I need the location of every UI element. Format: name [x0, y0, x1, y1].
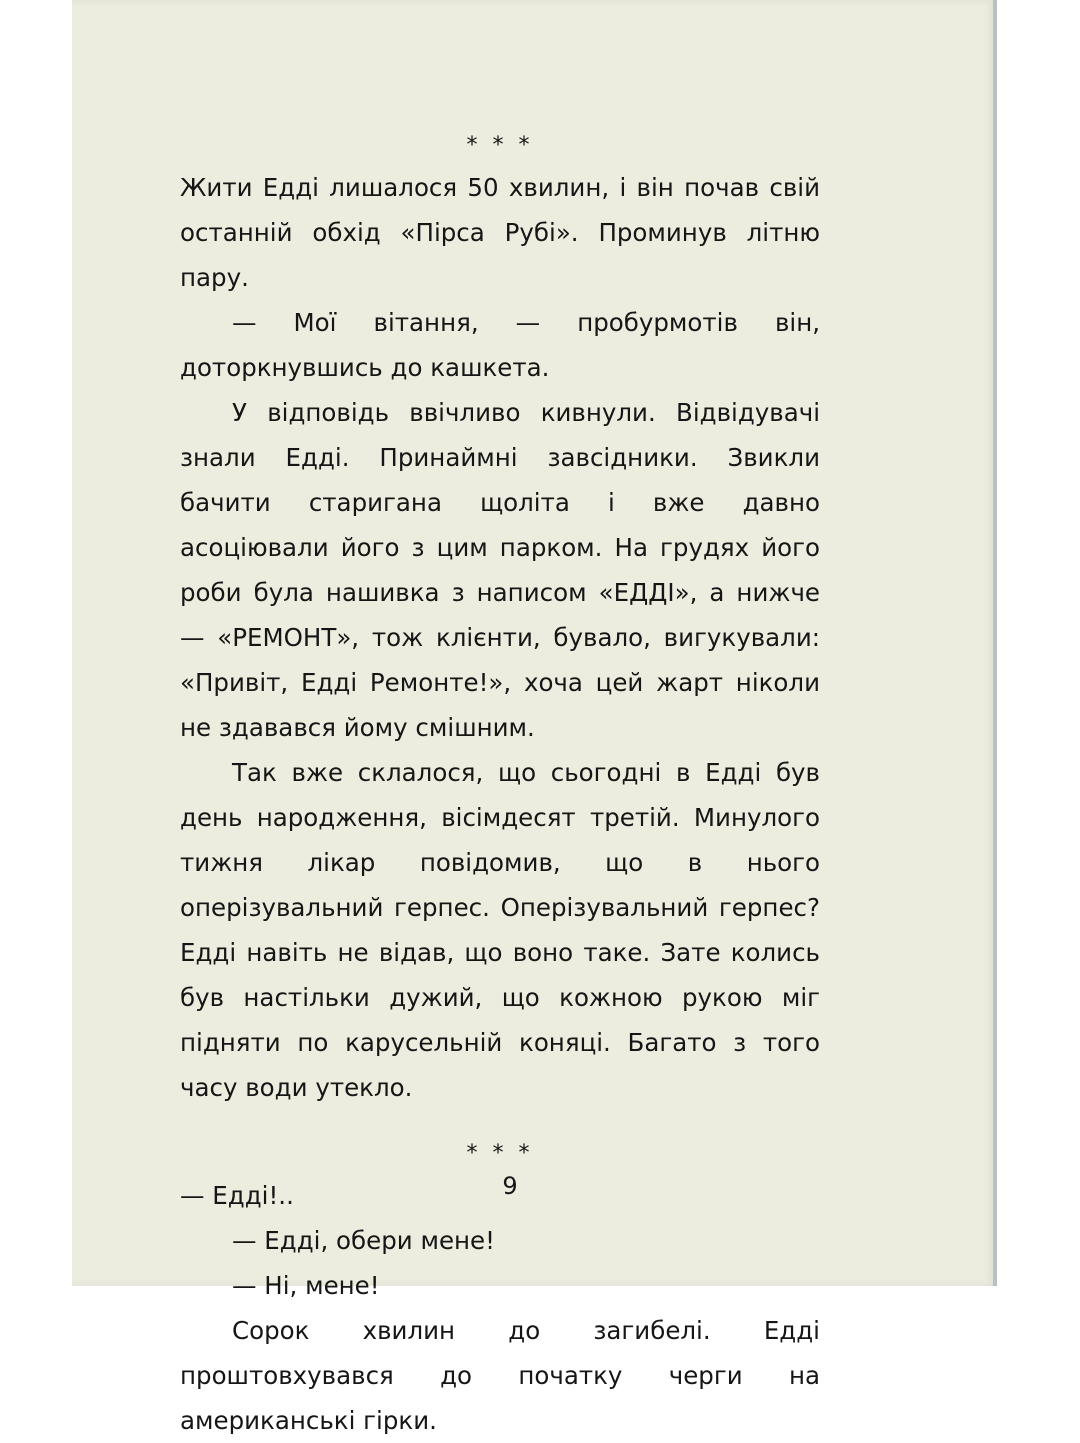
- paragraph-8: Сорок хвилин до загибелі. Едді проштовхувався до початку черги на американські гірки.: [180, 1316, 820, 1435]
- paragraph-1: Жити Едді лишалося 50 хвилин, і він почав свій останній обхід «Пірса Рубі». Проминув літню пару.: [180, 173, 820, 292]
- paragraph-5: — Едді!..: [180, 1181, 294, 1210]
- page-number: 9: [502, 1172, 518, 1200]
- paragraph-2: — Мої вітання, — пробурмотів він, доторкнувшись до кашкета.: [180, 308, 820, 382]
- page-edge: [993, 0, 997, 1286]
- paragraph-4: Так вже склалося, що сьогодні в Едді був день народження, вісімдесят третій. Минулого тижня лікар повідомив, що в нього оперізувальний герпес. Оперізувальний герпес? Едді навіть не відав, що воно таке. Зате колись був настільки дужий, що кожною рукою міг підняти по карусельній коняці. Багато з того часу води утекло.: [180, 758, 820, 1102]
- page-text: [180, 120, 820, 1443]
- paragraph-3: У відповідь ввічливо кивнули. Відвідувачі знали Едді. Принаймні завсідники. Звикли бачити старигана щоліта і вже давно асоціювали його з цим парком. На грудях його роби була нашивка з написом «ЕДДІ», а нижче — «РЕМОНТ», тож клієнти, бувало, вигукували: «Привіт, Едді Ремонте!», хоча цей жарт ніколи не здавався йому смішним.: [180, 398, 820, 742]
- paragraph-6: — Едді, обери мене!: [232, 1226, 495, 1255]
- paragraph-7: — Ні, мене!: [232, 1271, 380, 1300]
- section-separator-top: * * *: [466, 133, 534, 158]
- section-separator-bottom: * * *: [466, 1141, 534, 1166]
